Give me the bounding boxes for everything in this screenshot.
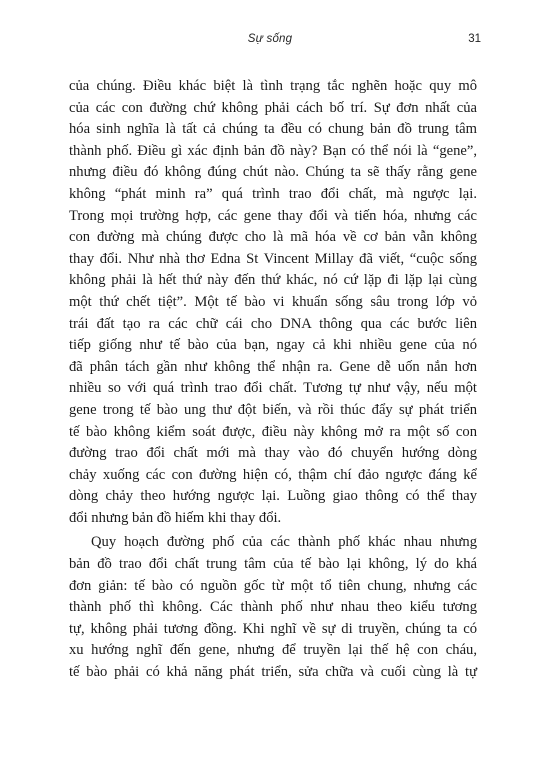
text-line: gene trong tế bào ung thư đột biến, và rồi thúc đẩy sự phát triển [69,401,477,418]
text-line: đã phân tách gần như không thể nhận ra. Gene dễ uốn nắn hơn [69,358,477,375]
text-line: dòng chảy theo hướng ngược lại. Luồng giao thông có thể thay [69,488,477,505]
text-line: của chúng. Điều khác biệt là tình trạng tắc nghẽn hoặc quy mô [69,78,477,94]
text-line: Trong mọi trường hợp, các gene thay đổi và tiến hóa, nhưng các [69,207,477,224]
text-line: của các con đường chứ không phải cách bố trí. Sự đơn nhất của [69,99,477,116]
running-title: Sự sống [247,33,293,45]
text-line: bản đồ trao đổi chất trung tâm của tế bào lại không, lý do khá [69,556,477,573]
paragraph-2 [69,532,477,683]
text-line: thành phố. Điều gì xác định bản đồ này? Bạn có thể nói là “gene”, [69,142,477,159]
text-line: hóa sinh nghĩa là tất cả chúng ta đều có chung bản đồ trung tâm [69,121,477,138]
page-number: 31 [468,33,481,45]
text-line: đổi nhưng bản đồ hiếm khi thay đổi. [69,509,282,526]
text-line: không phải là hết thứ này đến thứ khác, nó cứ lặp đi lặp lại cùng [69,272,477,289]
text-line: trái đất tạo ra các chữ cái cho DNA thông qua các bước liên [69,315,477,332]
text-line: tế bào phải có khả năng phát triển, sửa chữa và cuối cùng là tự [69,664,477,681]
text-line: con đường mà chúng được cho là mã hóa về cơ bản vẫn không [69,229,477,246]
text-line: nhưng điều đó không đúng chút nào. Chúng ta sẽ thấy rằng gene [69,164,477,181]
text-line: xu hướng nghĩ đến gene, nhưng để truyền lại thế hệ con cháu, [69,642,477,659]
text-line: đường trao đổi chất mới mà thay vào đó chuyển hướng dòng [69,445,477,462]
paragraph-1 [69,76,477,529]
text-line: Quy hoạch đường phố của các thành phố khác nhau nhưng [91,534,477,551]
body-text [69,76,477,684]
text-line: chảy xuống các con đường hiện có, thậm chí đảo ngược đáng kể [69,466,477,483]
text-line: tế bào không kiểm soát được, điều này không mở ra một số con [69,423,477,440]
text-line: nhiều so với quá trình trao đổi chất. Tương tự như vậy, nếu một [69,380,477,397]
text-line: thay đổi. Như nhà thơ Edna St Vincent Millay đã viết, “cuộc sống [69,250,477,267]
text-line: tự, không phải tương đồng. Khi nghĩ về sự di truyền, chúng ta có [69,620,477,637]
text-line: một thứ chết tiệt”. Một tế bào vi khuẩn sống sâu trong lớp vỏ [69,293,477,310]
text-line: thành phố thì không. Các thành phố như nhau theo kiểu tương [69,599,477,616]
text-line: tiếp giống như tế bào của bạn, ngay cả khi nhiều gene của nó [69,337,477,354]
text-line: đơn giản: tế bào có nguồn gốc từ một tổ tiên chung, nhưng các [69,577,477,594]
text-line: không “phát minh ra” quá trình trao đổi chất, mà ngược lại. [69,185,477,202]
